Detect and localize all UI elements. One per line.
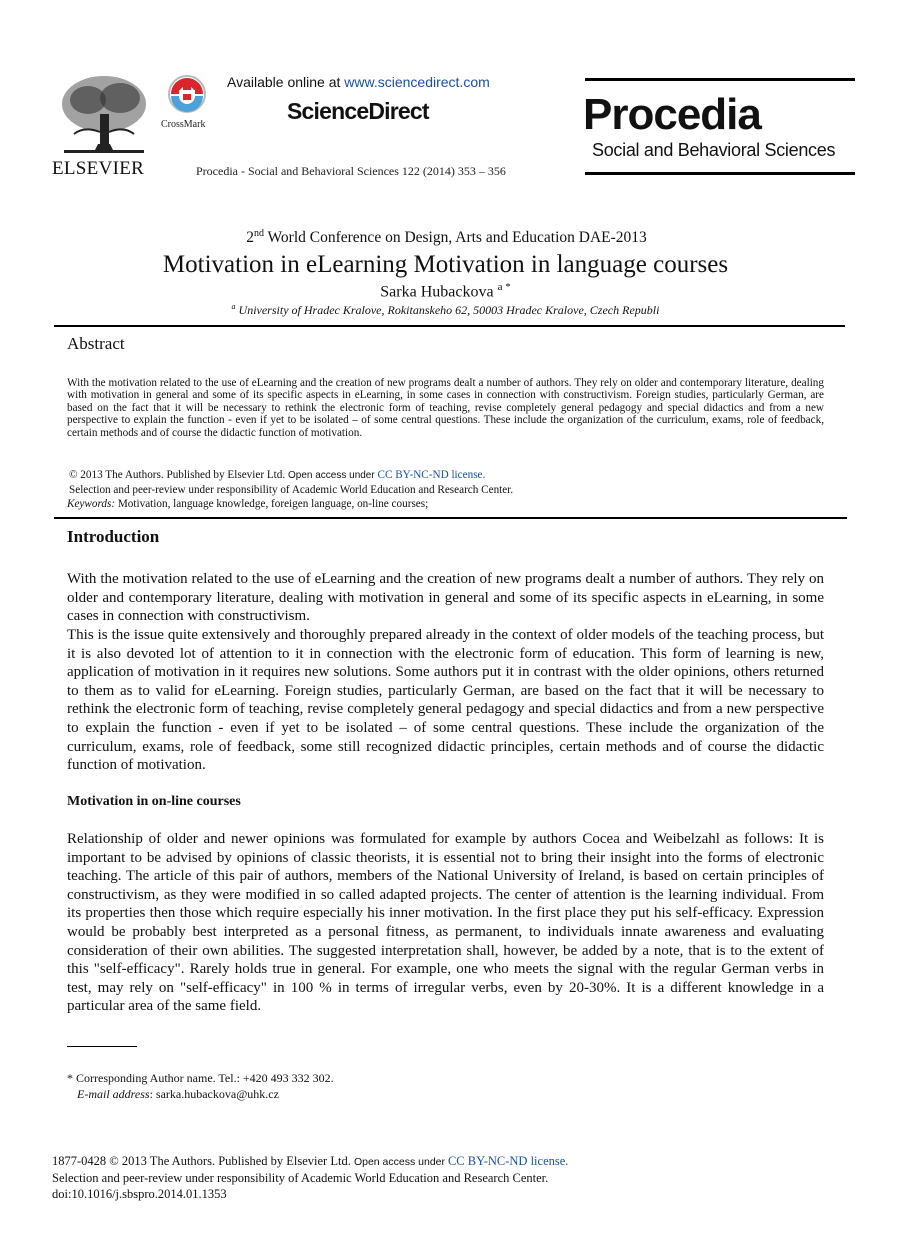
abstract-open-access: Open access under: [287, 470, 378, 481]
footnote-corresponding: * Corresponding Author name. Tel.: +420 493 332 302.: [67, 1071, 334, 1085]
footer-copyright: [52, 1154, 568, 1169]
footer-doi[interactable]: doi:10.1016/j.sbspro.2014.01.1353: [52, 1187, 227, 1201]
affiliation-mark: a: [231, 302, 236, 311]
procedia-subtitle: Social and Behavioral Sciences: [592, 140, 836, 160]
crossmark-label: CrossMark: [161, 119, 206, 130]
author-line: [0, 281, 891, 301]
author-marks: a *: [497, 281, 511, 293]
available-prefix: Available online at: [227, 74, 345, 90]
keywords-text: Motivation, language knowledge, foreigen language, on-line courses;: [115, 498, 429, 510]
abstract-copyright-text: © 2013 The Authors. Published by Elsevier Ltd.: [69, 469, 288, 481]
conference-line: [0, 228, 893, 247]
footnote-email: [77, 1087, 279, 1102]
title-rule: [54, 325, 845, 327]
footer-license-link[interactable]: CC BY-NC-ND license.: [447, 1154, 569, 1168]
procedia-top-rule: [585, 78, 855, 81]
footnote-email-address[interactable]: : sarka.hubackova@uhk.cz: [149, 1087, 279, 1101]
keywords-label: Keywords:: [67, 498, 116, 510]
paper-title: Motivation in eLearning Motivation in language courses: [162, 251, 729, 278]
elsevier-tree-icon: [54, 74, 154, 160]
section-heading-motivation: Motivation in on-line courses: [67, 794, 241, 809]
author-name: Sarka Hubackova: [380, 283, 498, 301]
procedia-logo: Procedia: [583, 90, 761, 139]
footer-peer-review: Selection and peer-review under responsibility of Academic World Education and Research Center.: [52, 1171, 549, 1185]
conference-ordinal: 2: [246, 229, 254, 247]
journal-reference: Procedia - Social and Behavioral Sciences 122 (2014) 353 – 356: [196, 164, 506, 178]
abstract-license-link[interactable]: CC BY-NC-ND license.: [377, 469, 486, 481]
crossmark-icon: [167, 74, 207, 114]
footer-copyright-text: 1877-0428 © 2013 The Authors. Published by Elsevier Ltd.: [52, 1154, 354, 1168]
abstract-rule: [54, 517, 847, 519]
elsevier-wordmark: ELSEVIER: [52, 158, 145, 179]
available-online: [227, 74, 490, 90]
abstract-heading: Abstract: [67, 334, 125, 353]
procedia-bottom-rule: [585, 172, 855, 175]
elsevier-logo: [54, 74, 154, 180]
footnote-email-label: E-mail address: [77, 1087, 150, 1101]
crossmark-badge[interactable]: [160, 74, 216, 134]
introduction-paragraph-2: This is the issue quite extensively and thoroughly prepared already in the context of older models of the teaching process, but it is also devoted lot of attention to it in connection with the electronic form of education. This form of learning is new, application of motivation in it requires new solutions. Some authors put it in contrast with the older opinions, others returned to them as to valid for eLearning. Foreign studies, particularly German, are based on the fact that it will be necessary to rethink the electronic form of teaching, revise completely general pedagogy and special didactics and from a new perspective to explain the function - even if yet to be isolated – of some central questions. These include the organization of the curriculum, exams, role of feedback, some still recognized didactic principles, certain methods and of course the didactic function of motivation.: [67, 627, 824, 774]
abstract-copyright: [69, 469, 485, 482]
keywords-line: [67, 498, 428, 510]
footer-open-access: Open access under: [353, 1156, 448, 1168]
affiliation: [0, 302, 891, 318]
abstract-peer-review: Selection and peer-review under responsibility of Academic World Education and Research Center.: [69, 484, 514, 496]
introduction-paragraph-1: With the motivation related to the use of eLearning and the creation of new programs dealt a number of authors. They rely on older and contemporary literature, dealing with motivation in general and some of its specific aspects in eLearning, in some cases in connection with constructivism.: [67, 571, 824, 625]
introduction-heading: Introduction: [67, 527, 160, 546]
sciencedirect-logo: ScienceDirect: [287, 98, 429, 124]
abstract-text: With the motivation related to the use of eLearning and the creation of new programs dealt a number of authors. They rely on older and contemporary literature, dealing with motivation in general and some of its specific aspects in eLearning, in some cases in connection with constructivism. Foreign studies, particularly German, are based on the fact that it will be necessary to rethink the electronic form of teaching, revise completely general pedagogy and special didactics and from a new perspective to explain the function - even if yet to be isolated – of some central questions. These include the organization of the curriculum, exams, role of feedback, certain methods and of course the didactic function of motivation.: [67, 377, 824, 439]
conference-name: World Conference on Design, Arts and Education DAE-2013: [263, 229, 647, 247]
section-paragraph-1: Relationship of older and newer opinions was formulated for example by authors Cocea and Weibelzahl as follows: It is important to be advised by opinions of classic theorists, it is essential not to bring their insight into the forms of electronic teaching. The article of this pair of authors, members of the National University of Ireland, is based on certain principles of constructivism, as they were modified in so called adapted projects. The center of attention is the learning individual. From its properties then those which require especially his inner motivation. In the first place they put his self-efficacy. Expression would be probably best interpreted as a personal fitness, as permanent, to individuals innate awareness and evaluating consideration of their own abilities. The suggested interpretation shall, however, be added by a note, that is to the extent of this "self-efficacy". Rarely holds true in general. For example, one who meets the signal with the regular German verbs in test, may rely on "self-efficacy" in 100 % in terms of irregular verbs, even by 20-30%. It is a different knowledge in a particular area of the same field.: [67, 831, 824, 1015]
footnote-rule: [67, 1046, 137, 1047]
sciencedirect-link[interactable]: www.sciencedirect.com: [344, 74, 490, 90]
conference-ordinal-suffix: nd: [253, 228, 264, 239]
affiliation-text: University of Hradec Kralove, Rokitanskeho 62, 50003 Hradec Kralove, Czech Republi: [235, 303, 660, 317]
